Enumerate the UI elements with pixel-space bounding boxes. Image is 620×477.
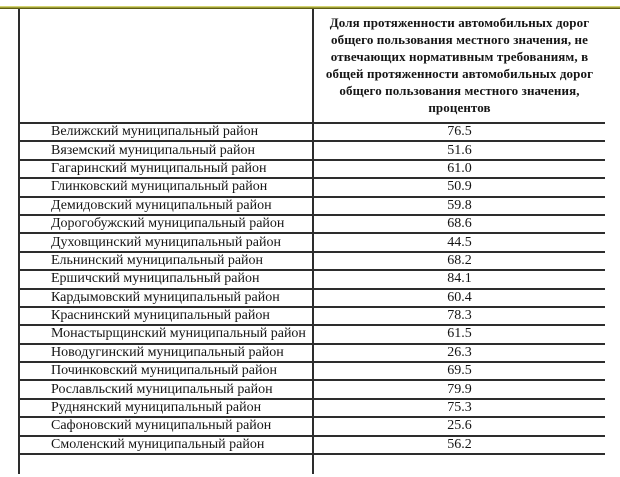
district-name-cell: Новодугинский муниципальный район bbox=[19, 344, 313, 362]
district-name-cell: Руднянский муниципальный район bbox=[19, 399, 313, 417]
header-row bbox=[19, 9, 605, 123]
share-value-cell: 84.1 bbox=[313, 270, 605, 288]
share-value-cell bbox=[313, 454, 605, 474]
share-value-cell: 56.2 bbox=[313, 436, 605, 454]
share-value-cell: 79.9 bbox=[313, 380, 605, 398]
header-cell-road-share-title: Доля протяженности автомобильных дорог общего пользования местного значения, не отвечающих нормативным требованиям, в общей протяженности автомобильных дорог общего пользования местного значения, процентов bbox=[313, 9, 605, 123]
table-row bbox=[19, 160, 605, 178]
district-name-cell: Ельнинский муниципальный район bbox=[19, 252, 313, 270]
district-name-cell: Глинковский муниципальный район bbox=[19, 178, 313, 196]
district-name-cell: Вяземский муниципальный район bbox=[19, 141, 313, 159]
table-row bbox=[19, 417, 605, 435]
share-value-cell: 61.0 bbox=[313, 160, 605, 178]
share-value-cell: 44.5 bbox=[313, 233, 605, 251]
share-value-cell: 25.6 bbox=[313, 417, 605, 435]
table-row bbox=[19, 270, 605, 288]
share-value-cell: 76.5 bbox=[313, 123, 605, 141]
district-name-cell: Смоленский муниципальный район bbox=[19, 436, 313, 454]
table-row bbox=[19, 289, 605, 307]
share-value-cell: 50.9 bbox=[313, 178, 605, 196]
share-value-cell: 69.5 bbox=[313, 362, 605, 380]
share-value-cell: 59.8 bbox=[313, 197, 605, 215]
district-name-cell: Гагаринский муниципальный район bbox=[19, 160, 313, 178]
share-value-cell: 78.3 bbox=[313, 307, 605, 325]
table-row bbox=[19, 380, 605, 398]
table-row bbox=[19, 141, 605, 159]
district-name-cell: Рославльский муниципальный район bbox=[19, 380, 313, 398]
district-name-cell: Сафоновский муниципальный район bbox=[19, 417, 313, 435]
table-row bbox=[19, 362, 605, 380]
district-name-cell: Краснинский муниципальный район bbox=[19, 307, 313, 325]
district-name-cell: Велижский муниципальный район bbox=[19, 123, 313, 141]
table-row bbox=[19, 399, 605, 417]
district-name-cell: Демидовский муниципальный район bbox=[19, 197, 313, 215]
road-share-table bbox=[18, 9, 605, 474]
share-value-cell: 60.4 bbox=[313, 289, 605, 307]
table-row bbox=[19, 197, 605, 215]
table-row bbox=[19, 436, 605, 454]
table-row bbox=[19, 344, 605, 362]
share-value-cell: 26.3 bbox=[313, 344, 605, 362]
district-name-cell: Духовщинский муниципальный район bbox=[19, 233, 313, 251]
share-value-cell: 51.6 bbox=[313, 141, 605, 159]
table-row bbox=[19, 307, 605, 325]
share-value-cell: 68.2 bbox=[313, 252, 605, 270]
share-value-cell: 61.5 bbox=[313, 325, 605, 343]
district-name-cell bbox=[19, 454, 313, 474]
table-viewport bbox=[18, 9, 605, 477]
share-value-cell: 68.6 bbox=[313, 215, 605, 233]
district-name-cell: Дорогобужский муниципальный район bbox=[19, 215, 313, 233]
table-row bbox=[19, 123, 605, 141]
table-row-partial bbox=[19, 454, 605, 474]
district-name-cell: Монастырщинский муниципальный район bbox=[19, 325, 313, 343]
share-value-cell: 75.3 bbox=[313, 399, 605, 417]
district-name-cell: Ершичский муниципальный район bbox=[19, 270, 313, 288]
district-name-cell: Починковский муниципальный район bbox=[19, 362, 313, 380]
table-row bbox=[19, 178, 605, 196]
district-name-cell: Кардымовский муниципальный район bbox=[19, 289, 313, 307]
table-row bbox=[19, 252, 605, 270]
table-row bbox=[19, 215, 605, 233]
table-row bbox=[19, 325, 605, 343]
header-cell-district bbox=[19, 9, 313, 123]
table-row bbox=[19, 233, 605, 251]
